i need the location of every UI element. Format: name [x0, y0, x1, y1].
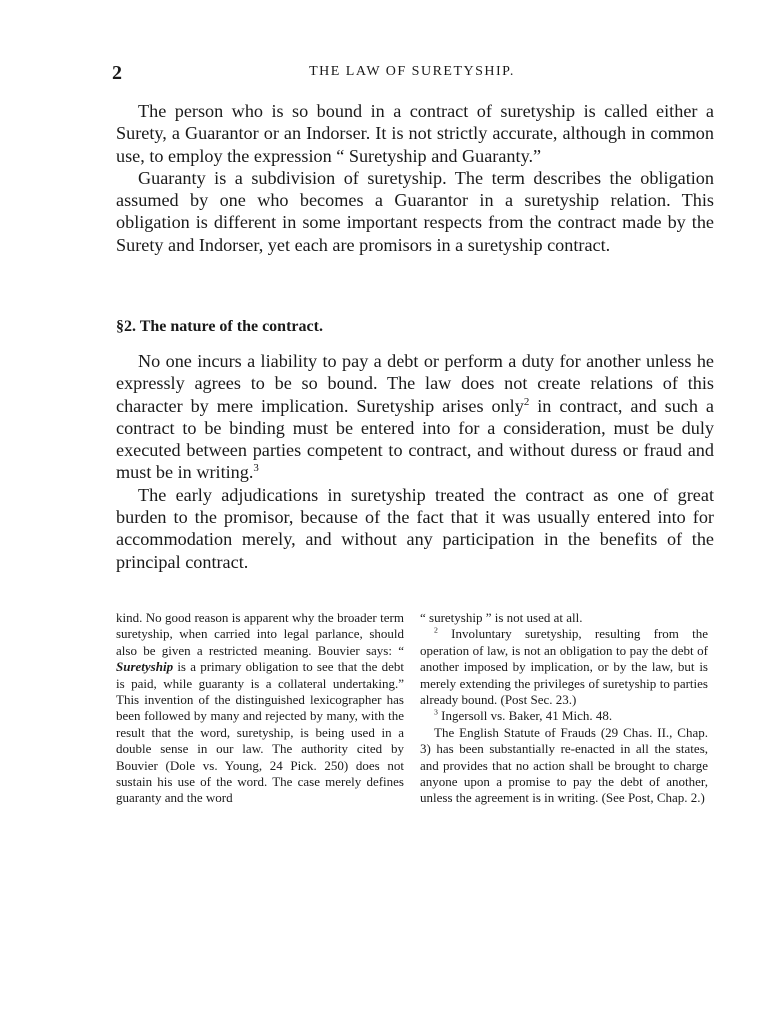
running-title: THE LAW OF SURETYSHIP. — [309, 64, 515, 79]
footnote-continuation-right: “ suretyship ” is not used at all. — [420, 610, 583, 625]
footnote-2 — [420, 626, 708, 708]
page-number: 2 — [112, 62, 122, 84]
footnote-left-emphasis: Suretyship — [116, 659, 174, 675]
running-head — [112, 62, 712, 86]
paragraph-nature-of-contract — [116, 350, 714, 484]
footnote-left-text-a: kind. No good reason is apparent why the broader term suretyship, when carried into legal parlance, should also be given a restricted meaning. Bouvier says: “ — [116, 610, 404, 658]
paragraph-nature-text-a: No one incurs a liability to pay a debt or perform a duty for another unless he expressly agrees to be so bound. The law does not create relations of this character by mere implication. Suretyship arises only — [116, 351, 714, 416]
footnote-3-number: 3 — [434, 708, 438, 718]
footnote-left-text-b: is a primary obligation to see that the debt is paid, while guaranty is a collateral undertaking.” This invention of the distinguished lexicographer has been followed by many and rejected by many, with the result that the word, suretyship, is being used in a double sense in our law. The authority cited by Bouvier (Dole vs. Young, 24 Pick. 250) does not sustain his use of the word. The case merely defines guaranty and the word — [116, 659, 404, 806]
main-text-lower — [116, 350, 714, 573]
footnote-3-continued: The English Statute of Frauds (29 Chas. II., Chap. 3) has been substantially re-enacted in all the states, and provides that no action shall be brought to charge anyone upon a promise to pay the debt of another, unless the agreement is in writing. (See Post, Chap. 2.) — [420, 724, 708, 806]
paragraph-surety-definition: The person who is so bound in a contract of suretyship is called either a Surety, a Guarantor or an Indorser. It is not strictly accurate, although in common use, to employ the expression “ Suretyship and Guaranty.” — [116, 101, 714, 166]
paragraph-nature-text-b: in contract, and such a contract to be binding must be entered into for a consideration, must be duly executed between parties competent to contract, and without duress or fraud and must be in writing. — [116, 395, 714, 483]
footnote-2-number: 2 — [434, 626, 438, 636]
footnotes-right-column — [420, 610, 708, 807]
footnote-ref-2: 2 — [523, 395, 530, 408]
footnote-3-text: Ingersoll vs. Baker, 41 Mich. 48. — [437, 708, 613, 724]
footnote-3 — [420, 708, 708, 724]
paragraph-guaranty: Guaranty is a subdivision of suretyship. The term describes the obligation assumed by one who becomes a Guarantor in a suretyship relation. This obligation is different in some important respects from the contract made by the Surety and Indorser, yet each are promisors in a suretyship contract. — [116, 167, 714, 255]
footnotes-left-column — [116, 610, 404, 807]
footnote-ref-3: 3 — [253, 462, 259, 475]
section-heading: §2. The nature of the contract. — [116, 318, 323, 335]
paragraph-early-adjudications: The early adjudications in suretyship treated the contract as one of great burden to the promisor, because of the fact that it was usually entered into for accommodation merely, and without any participation in the benefits of the principal contract. — [116, 484, 714, 572]
footnote-2-text: Involuntary suretyship, resulting from the operation of law, is not an obligation to pay the debt of another imposed by implication, or by the law, but is merely extending the privileges of suretyship to parties already bound. (Post Sec. 23.) — [420, 626, 708, 708]
main-text-upper — [116, 100, 714, 256]
footnote-continuation-left — [116, 610, 404, 807]
